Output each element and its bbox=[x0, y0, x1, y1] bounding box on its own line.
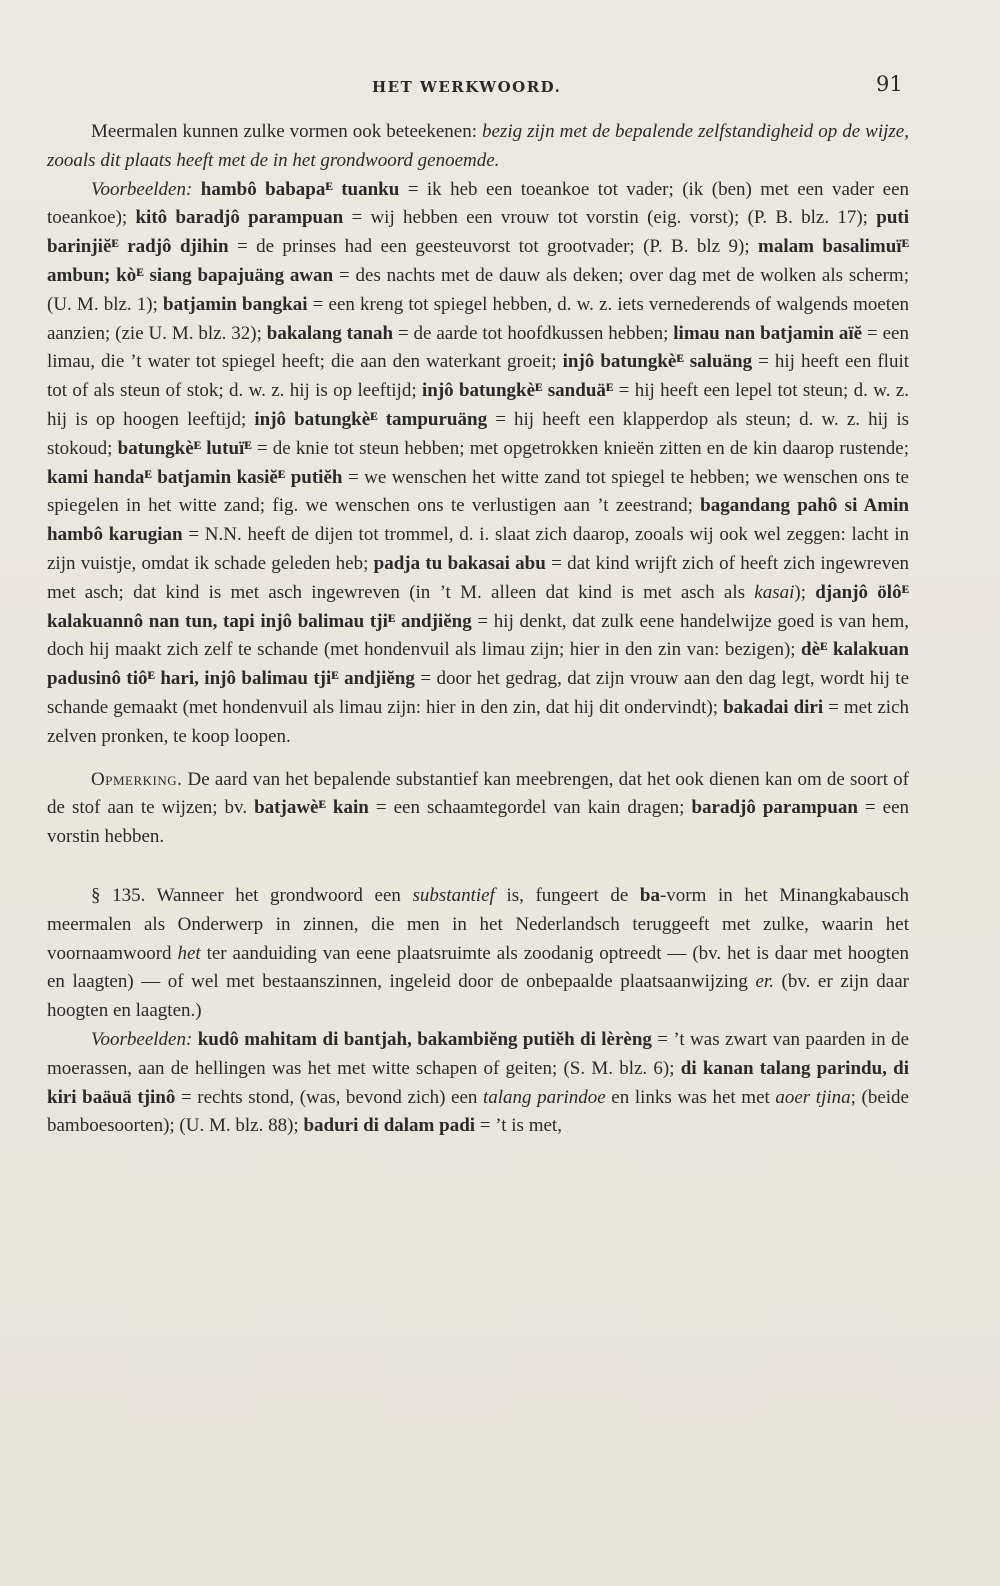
italic-text: aoer tjina bbox=[775, 1086, 851, 1108]
text-run: (bv. er zijn daar hoogten en laagten.) bbox=[47, 971, 909, 1022]
text-run: = hij heeft een fluit tot of als steun of stok; d. w. z. hij is op leeftijd; bbox=[47, 351, 910, 402]
page-header bbox=[0, 72, 1000, 102]
malay-phrase: dèᴱ kalakuan padusinô tiôᴱ hari, injô balimau tjiᴱ andjiĕng bbox=[47, 639, 909, 690]
remark-label: Opmerking. bbox=[91, 768, 183, 790]
text-run: = de knie tot steun hebben; met opgetrokken knieën zitten en de kin daarop rustende; bbox=[251, 437, 909, 459]
text-run: = een vorstin hebben. bbox=[47, 797, 910, 848]
text-run: = een kreng tot spiegel hebben, d. w. z. iets vernederends of walgends moeten aanzien; (zie U. M. blz. 32); bbox=[47, 293, 910, 344]
text-run: = ik heb een toeankoe tot vader; (ik (ben) met een vader een toeankoe); bbox=[47, 178, 909, 229]
text-run bbox=[192, 179, 200, 200]
malay-phrase: bagandang pahô si Amin hambô karugian bbox=[47, 495, 909, 546]
text-run: ter aanduiding van eene plaatsruimte als zoodanig optreedt — (bv. het is daar met hoogten en laagten) — of wel met bestaanszinnen, ingeleid door de onbepaalde plaatsaanwijzing bbox=[47, 942, 909, 993]
italic-text: bezig zijn met de bepalende zelfstandigheid op de wijze, zooals dit plaats heeft met de in het grondwoord genoemde. bbox=[47, 121, 909, 171]
text-run: = door het gedrag, dat zijn vrouw aan den dag legt, wordt hij te schande gemaakt (met hondenvuil als limau zijn: hier in den zin, dat hij dit ondervindt); bbox=[47, 668, 910, 718]
malay-phrase: bakadai diri bbox=[723, 696, 824, 718]
text-run: = ’t is met, bbox=[475, 1115, 562, 1137]
text-run: = met zich zelven pronken, te koop loopen. bbox=[47, 696, 909, 747]
italic-text: het bbox=[177, 942, 201, 964]
paragraph-remark bbox=[47, 766, 909, 852]
malay-phrase: injô batungkèᴱ sanduäᴱ bbox=[421, 380, 614, 402]
text-run: -vorm in het Minangkabausch meermalen als Onderwerp in zinnen, die men in het Nederlandsch teruggeeft met zulke, waarin het voornaamwoord bbox=[47, 884, 910, 964]
italic-text: talang parindoe bbox=[482, 1086, 606, 1108]
italic-text: kasai bbox=[754, 581, 795, 603]
malay-phrase: batungkèᴱ lutuïᴱ bbox=[117, 437, 252, 459]
text-run: = dat kind wrijft zich of heeft zich ingewreven met asch; dat kind is met asch ingewreven (in ’t M. alleen dat kind is met asch als bbox=[47, 552, 909, 603]
running-head: HET WERKWOORD. bbox=[372, 78, 562, 96]
malay-phrase: ba bbox=[639, 884, 660, 906]
malay-phrase: baduri di dalam padi bbox=[303, 1115, 476, 1137]
malay-phrase: padja tu bakasai abu bbox=[373, 552, 546, 574]
text-run: = wij hebben een vrouw tot vorstin (eig. vorst); (P. B. blz. 17); bbox=[343, 207, 877, 229]
malay-phrase: injô batungkèᴱ saluäng bbox=[562, 351, 753, 373]
text-run: = hij heeft een klapperdop als steun; d. w. z. hij is stokoud; bbox=[47, 408, 909, 459]
malay-phrase: hambô babapaᴱ tuanku bbox=[200, 178, 400, 200]
paragraph-section-135 bbox=[47, 882, 909, 1026]
malay-phrase: kami handaᴱ batjamin kasiĕᴱ putiĕh bbox=[47, 466, 343, 488]
malay-phrase: limau nan batjamin aïĕ bbox=[673, 322, 863, 344]
malay-phrase: puti barinjiĕᴱ radjô djihin bbox=[47, 207, 909, 258]
text-run: is, fungeert de bbox=[494, 884, 640, 906]
text-run: en links was het met bbox=[605, 1086, 776, 1108]
malay-phrase: di kanan talang parindu, di kiri baäuä tjinô bbox=[47, 1057, 909, 1108]
text-run: ); bbox=[794, 581, 816, 603]
text-run: = rechts stond, (was, bevond zich) een bbox=[175, 1086, 483, 1108]
malay-phrase: kudô mahitam di bantjah, bakambiĕng putiĕh di lèrèng bbox=[197, 1028, 652, 1050]
italic-text: substantief bbox=[412, 884, 495, 906]
italic-text: Voorbeelden: bbox=[91, 1028, 193, 1050]
text-run: = de prinses had een geesteuvorst tot grootvader; (P. B. blz 9); bbox=[228, 236, 759, 258]
text-run: = hij heeft een lepel tot steun; d. w. z. hij is op hoogen leeftijd; bbox=[47, 380, 909, 430]
paragraph-examples bbox=[47, 176, 909, 752]
text-run: § 135. Wanneer het grondwoord een bbox=[91, 884, 413, 906]
malay-phrase: injô batungkèᴱ tampuruäng bbox=[254, 408, 488, 430]
malay-phrase: djanjô ölôᴱ kalakuannô nan tun, tapi injô balimau tjiᴱ andjiĕng bbox=[47, 581, 909, 632]
italic-text: er. bbox=[755, 971, 774, 993]
text-run: = des nachts met de dauw als deken; over dag met de wolken als scherm; (U. M. blz. 1); bbox=[47, 264, 909, 315]
page-number: 91 bbox=[876, 72, 903, 96]
text-run: = hij denkt, dat zulk eene handelwijze goed is van hem, doch hij maakt zich zelf te schande (met hondenvuil als limau zijn; hier in den zin van: bezigen); bbox=[47, 610, 909, 661]
text-run: = ’t was zwart van paarden in de moerassen, aan de hellingen was het met witte schapen of geiten; (S. M. blz. 6); bbox=[47, 1028, 909, 1079]
spacer bbox=[47, 752, 909, 766]
text-run: Meermalen kunnen zulke vormen ook beteekenen: bbox=[91, 121, 482, 142]
text-run: = we wenschen het witte zand tot spiegel te hebben; we wenschen ons te spiegelen in het witte zand; fig. we wenschen ons te verlustigen aan ’t zeestrand; bbox=[47, 466, 909, 517]
malay-phrase: batjawèᴱ kain bbox=[254, 797, 369, 819]
paragraph-intro bbox=[47, 118, 909, 176]
text-run: = een schaamtegordel van kain dragen; bbox=[368, 797, 692, 819]
malay-phrase: baradjô parampuan bbox=[691, 797, 858, 819]
malay-phrase: batjamin bangkai bbox=[163, 293, 308, 315]
text-run: = de aarde tot hoofdkussen hebben; bbox=[393, 322, 674, 344]
paragraph-examples-2 bbox=[47, 1026, 909, 1141]
page-body bbox=[47, 118, 909, 1141]
text-run: De aard van het bepalende substantief kan meebrengen, dat het ook dienen kan om de soort of de stof aan te wijzen; bv. bbox=[47, 768, 909, 819]
italic-text: Voorbeelden: bbox=[91, 178, 193, 200]
text-run: = een limau, die ’t water tot spiegel heeft; die aan den waterkant groeit; bbox=[47, 322, 909, 373]
malay-phrase: malam basalimuïᴱ ambun; kòᴱ siang bapajuäng awan bbox=[47, 236, 909, 286]
malay-phrase: bakalang tanah bbox=[266, 322, 394, 344]
spacer bbox=[47, 852, 909, 882]
text-run: = N.N. heeft de dijen tot trommel, d. i. slaat zich daarop, zooals wij ook wel zeggen: lacht in zijn vuistje, omdat ik schade geleden heb; bbox=[47, 524, 909, 574]
text-run: ; (beide bamboesoorten); (U. M. blz. 88); bbox=[47, 1086, 909, 1137]
malay-phrase: kitô baradjô parampuan bbox=[135, 207, 344, 229]
